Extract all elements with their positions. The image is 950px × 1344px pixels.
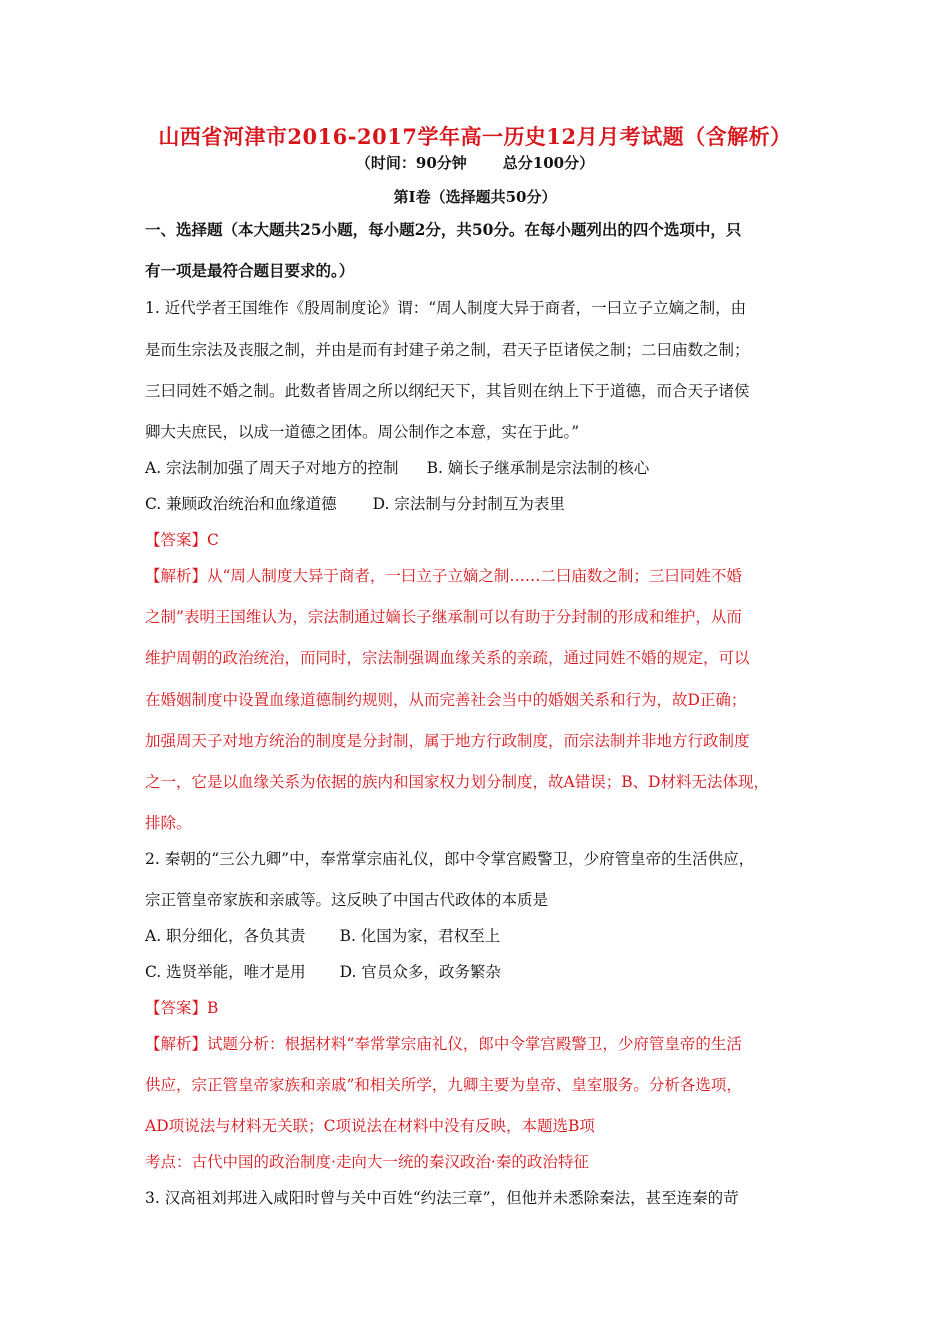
q2-stem-line: 2. 秦朝的“三公九卿”中，奉常掌宗庙礼仪，郎中令掌宫殿警卫，少府管皇帝的生活供应， (145, 850, 755, 868)
q2-answer: 【答案】B (145, 999, 219, 1017)
q2-option-c: C. 选贤举能，唯才是用 (145, 963, 306, 981)
q1-analysis-line: 之制”表明王国维认为，宗法制通过嫡长子继承制可以有助于分封制的形成和维护，从而 (145, 608, 742, 626)
q1-stem-line: 1. 近代学者王国维作《殷周制度论》谓：“周人制度大异于商者，一曰立子立嫡之制，由 (145, 299, 747, 317)
q2-analysis-line: AD项说法与材料无关联；C项说法在材料中没有反映，本题选B项 (145, 1117, 595, 1135)
q2-analysis-line: 供应，宗正管皇帝家族和亲戚”和相关所学，九卿主要为皇帝、皇室服务。分析各选项， (145, 1076, 742, 1094)
q2-options-row (145, 924, 500, 946)
q1-option-b: B. 嫡长子继承制是宗法制的核心 (426, 459, 650, 477)
q1-stem-line: 三曰同姓不婚之制。此数者皆周之所以纲纪天下，其旨则在纳上下于道德，而合天子诸侯 (145, 382, 750, 400)
q1-analysis-line: 排除。 (145, 814, 192, 832)
q1-stem-line: 卿大夫庶民，以成一道德之团体。周公制作之本意，实在于此。” (145, 423, 580, 441)
q1-analysis-line: 【解析】从“周人制度大异于商者，一曰立子立嫡之制……二曰庙数之制；三曰同姓不婚 (145, 567, 742, 585)
q2-knowledge-point: 考点：古代中国的政治制度·走向大一统的秦汉政治·秦的政治特征 (145, 1153, 589, 1171)
q2-analysis-line: 【解析】试题分析：根据材料“奉常掌宗庙礼仪，郎中令掌宫殿警卫，少府管皇帝的生活 (145, 1035, 742, 1053)
q1-analysis-line: 加强周天子对地方统治的制度是分封制，属于地方行政制度，而宗法制并非地方行政制度 (145, 732, 750, 750)
q1-analysis-line: 维护周朝的政治统治，而同时，宗法制强调血缘关系的亲疏，通过同姓不婚的规定，可以 (145, 649, 750, 667)
instructions-line: 有一项是最符合题目要求的。） (145, 261, 355, 280)
q1-stem-line: 是而生宗法及丧服之制，并由是而有封建子弟之制，君天子臣诸侯之制；二曰庙数之制； (145, 341, 750, 359)
document-title: 山西省河津市2016-2017学年高一历史12月月考试题（含解析） (158, 124, 792, 149)
q2-option-a: A. 职分细化，各负其责 (145, 927, 306, 945)
q1-analysis-line: 在婚姻制度中设置血缘道德制约规则，从而完善社会当中的婚姻关系和行为，故D正确； (145, 691, 747, 709)
q1-answer: 【答案】C (145, 531, 219, 549)
exam-time: （时间：90分钟 (355, 154, 467, 172)
q1-option-a: A. 宗法制加强了周天子对地方的控制 (145, 459, 399, 477)
q1-analysis-line: 之一，它是以血缘关系为依据的族内和国家权力划分制度，故A错误；B、D材料无法体现， (145, 773, 770, 791)
q2-options-row (145, 960, 501, 982)
q3-stem-line: 3. 汉高祖刘邦进入咸阳时曾与关中百姓“约法三章”，但他并未悉除秦法，甚至连秦的苛 (145, 1189, 739, 1207)
exam-info (0, 152, 950, 173)
q1-options-row (145, 492, 565, 514)
q2-option-b: B. 化国为家，君权至上 (339, 927, 501, 945)
q2-option-d: D. 官员众多，政务繁杂 (339, 963, 501, 981)
instructions-line: 一、选择题（本大题共25小题，每小题2分，共50分。在每小题列出的四个选项中，只 (145, 220, 742, 239)
q1-option-c: C. 兼顾政治统治和血缘道德 (145, 495, 337, 513)
q2-stem-line: 宗正管皇帝家族和亲戚等。这反映了中国古代政体的本质是 (145, 891, 549, 909)
section-heading: 第Ⅰ卷（选择题共50分） (393, 188, 557, 206)
exam-score: 总分100分） (502, 154, 595, 172)
q1-option-d: D. 宗法制与分封制互为表里 (372, 495, 565, 513)
q1-options-row (145, 456, 649, 478)
